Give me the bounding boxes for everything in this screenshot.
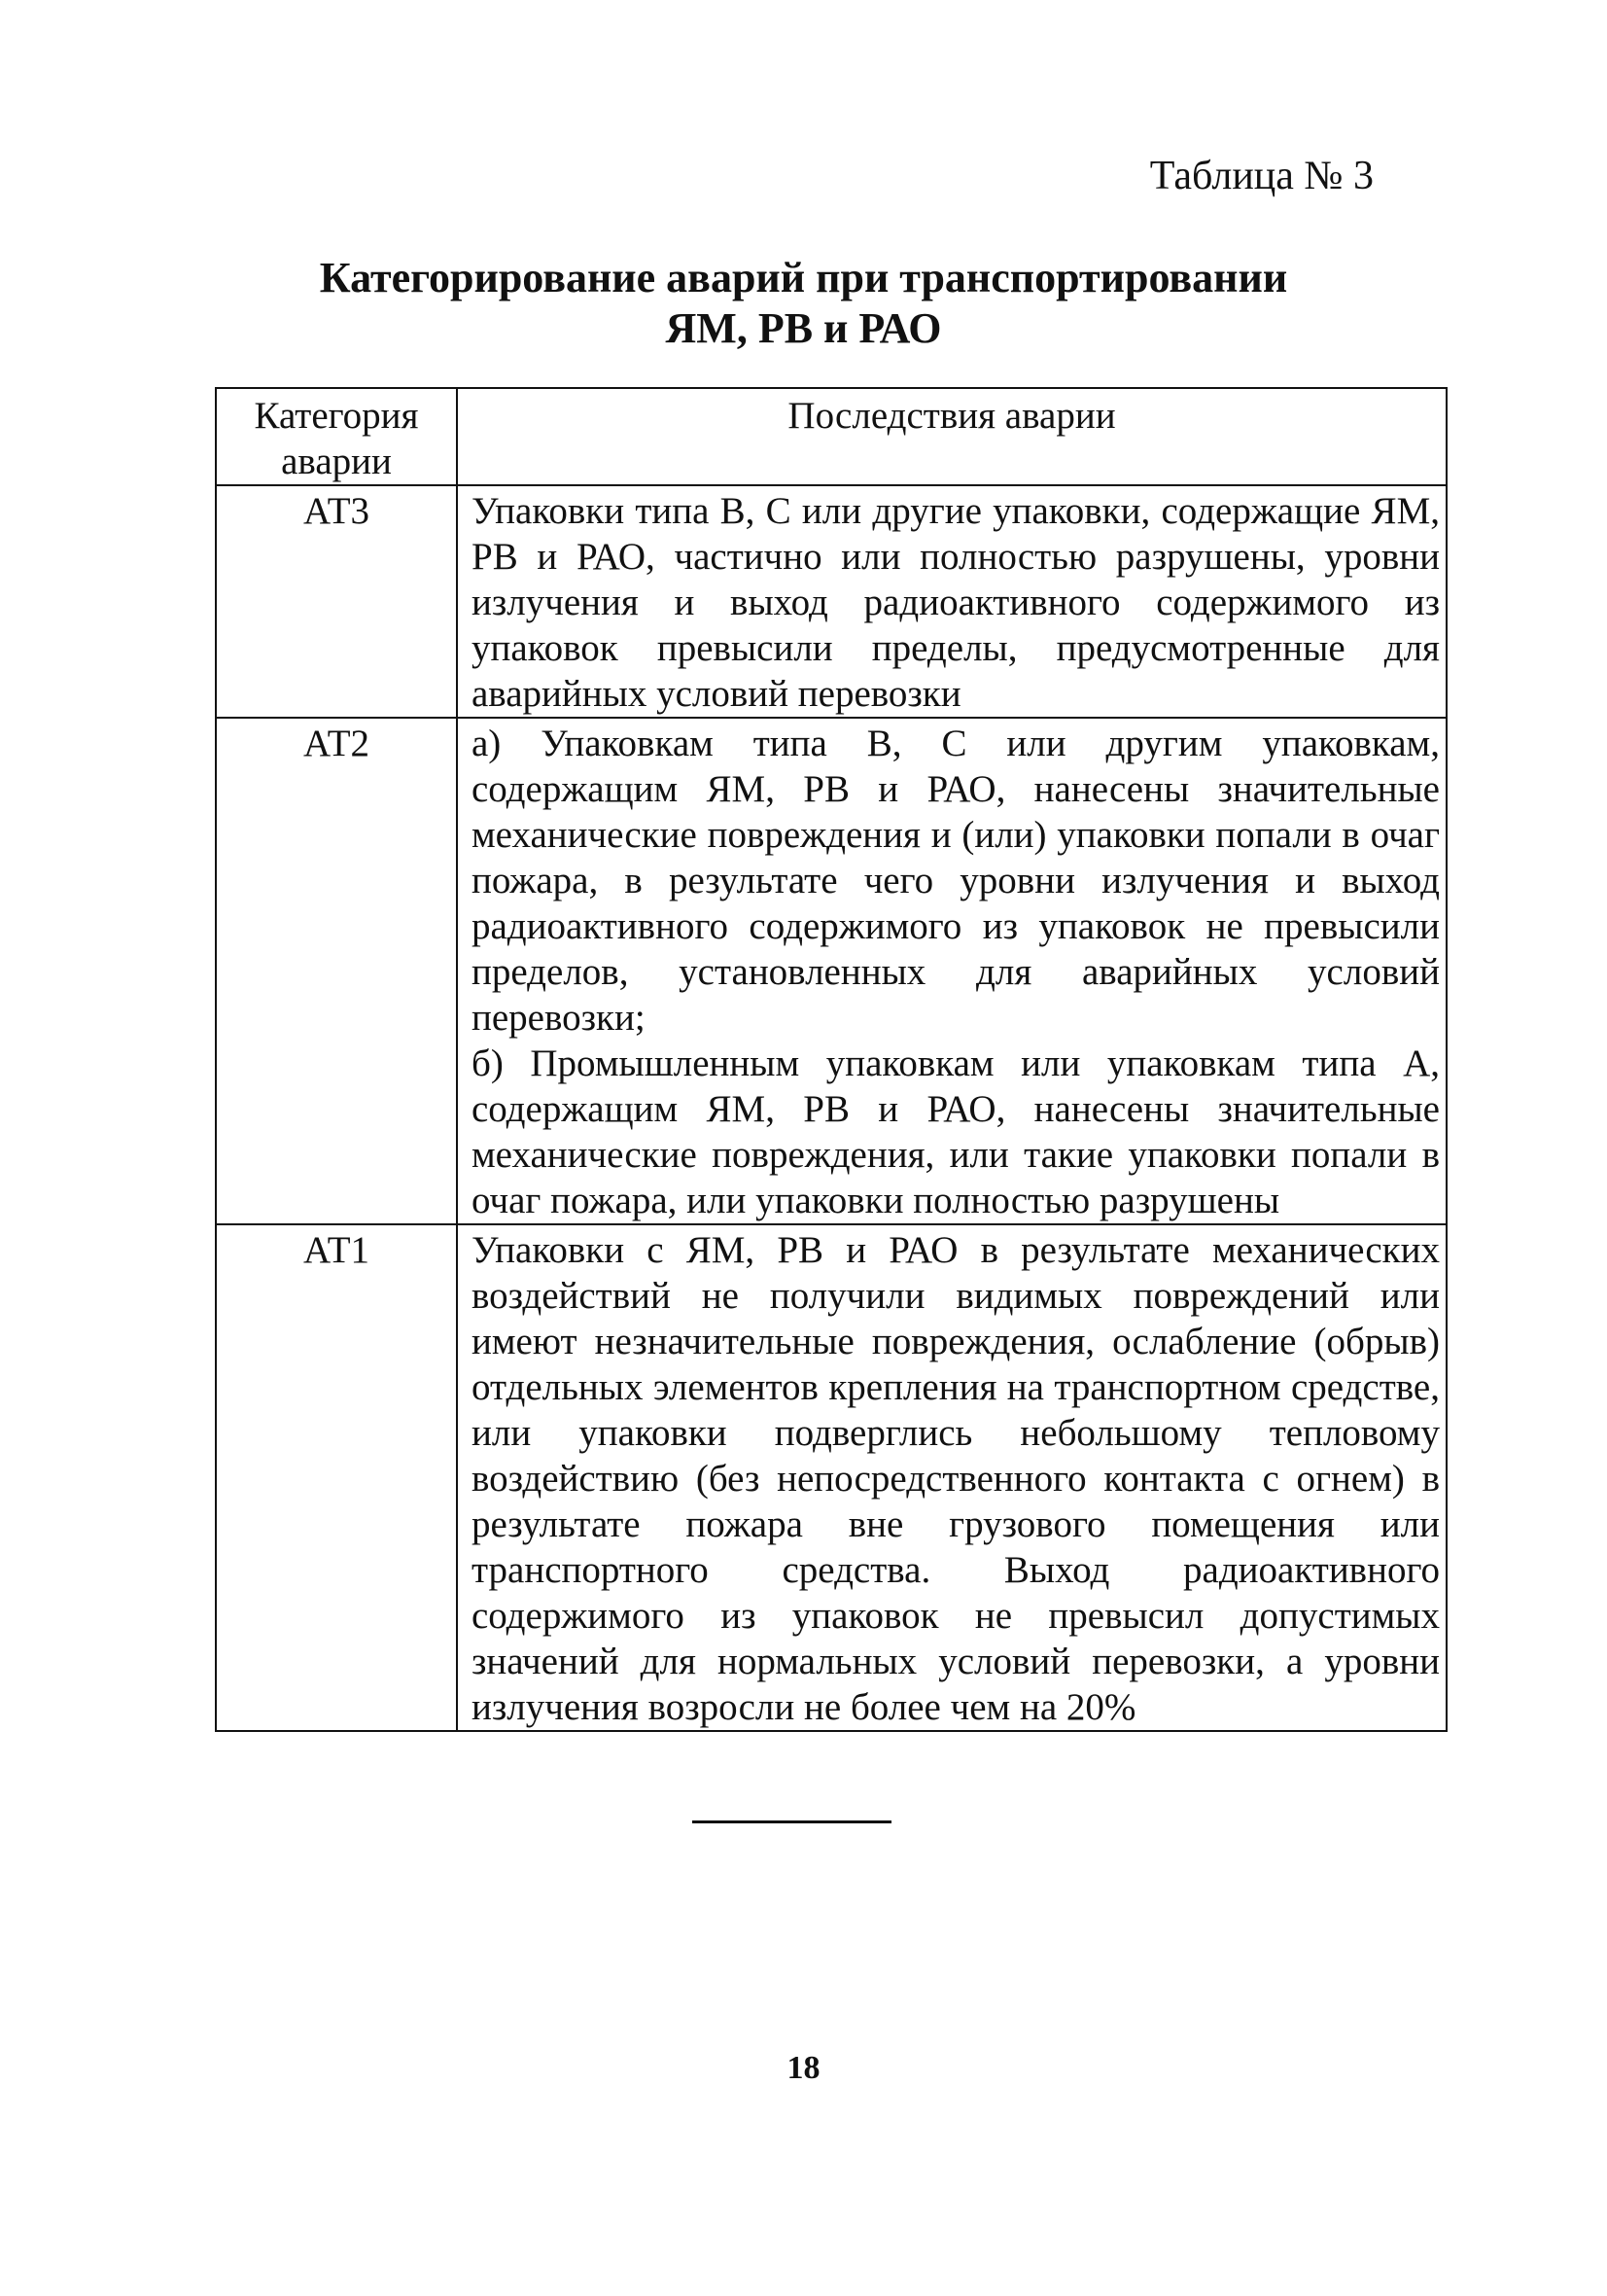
- column-header-consequences: Последствия аварии: [457, 388, 1447, 485]
- title-line-1: Категорирование аварий при транспортировании: [319, 254, 1288, 301]
- category-cell: АТ1: [216, 1224, 457, 1731]
- column-header-category: Категория аварии: [216, 388, 457, 485]
- category-cell: АТ3: [216, 485, 457, 718]
- consequences-paragraph: б) Промышленным упаковкам или упаковкам типа А, содержащим ЯМ, РВ и РАО, нанесены значительные механические повреждения, или такие упаковки попали в очаг пожара, или упаковки полностью разрушены: [472, 1042, 1440, 1221]
- consequences-cell: [457, 1224, 1447, 1731]
- table-row: [216, 718, 1447, 1224]
- table-row: [216, 485, 1447, 718]
- page-title: [0, 253, 1607, 354]
- page-number: 18: [786, 2050, 821, 2086]
- consequences-cell: [457, 485, 1447, 718]
- consequences-paragraph: а) Упаковкам типа В, С или другим упаковкам, содержащим ЯМ, РВ и РАО, нанесены значительные механические повреждения и (или) упаковки попали в очаг пожара, в результате чего уровни излучения и выход радиоактивного содержимого из упаковок не превысили пределов, установленных для аварийных условий перевозки;: [472, 723, 1440, 1039]
- table-header-row: [216, 388, 1447, 485]
- consequences-paragraph: Упаковки типа В, С или другие упаковки, содержащие ЯМ, РВ и РАО, частично или полностью разрушены, уровни излучения и выход радиоактивного содержимого из упаковок превысили пределы, предусмотренные для аварийных условий перевозки: [472, 490, 1440, 715]
- category-cell: АТ2: [216, 718, 457, 1224]
- table-number: Таблица № 3: [1149, 154, 1374, 198]
- accident-category-table: [215, 387, 1448, 1732]
- consequences-paragraph: Упаковки с ЯМ, РВ и РАО в результате механических воздействий не получили видимых повреждений или имеют незначительные повреждения, ослабление (обрыв) отдельных элементов крепления на транспортном средстве, или упаковки подверглись небольшому тепловому воздействию (без непосредственного контакта с огнем) в результате пожара вне грузового помещения или транспортного средства. Выход радиоактивного содержимого из упаковок не превысил допустимых значений для нормальных условий перевозки, а уровни излучения возросли не более чем на 20%: [472, 1229, 1440, 1728]
- consequences-cell: [457, 718, 1447, 1224]
- footnote-divider: [692, 1820, 891, 1823]
- table-row: [216, 1224, 1447, 1731]
- title-line-2: ЯМ, РВ и РАО: [665, 304, 942, 352]
